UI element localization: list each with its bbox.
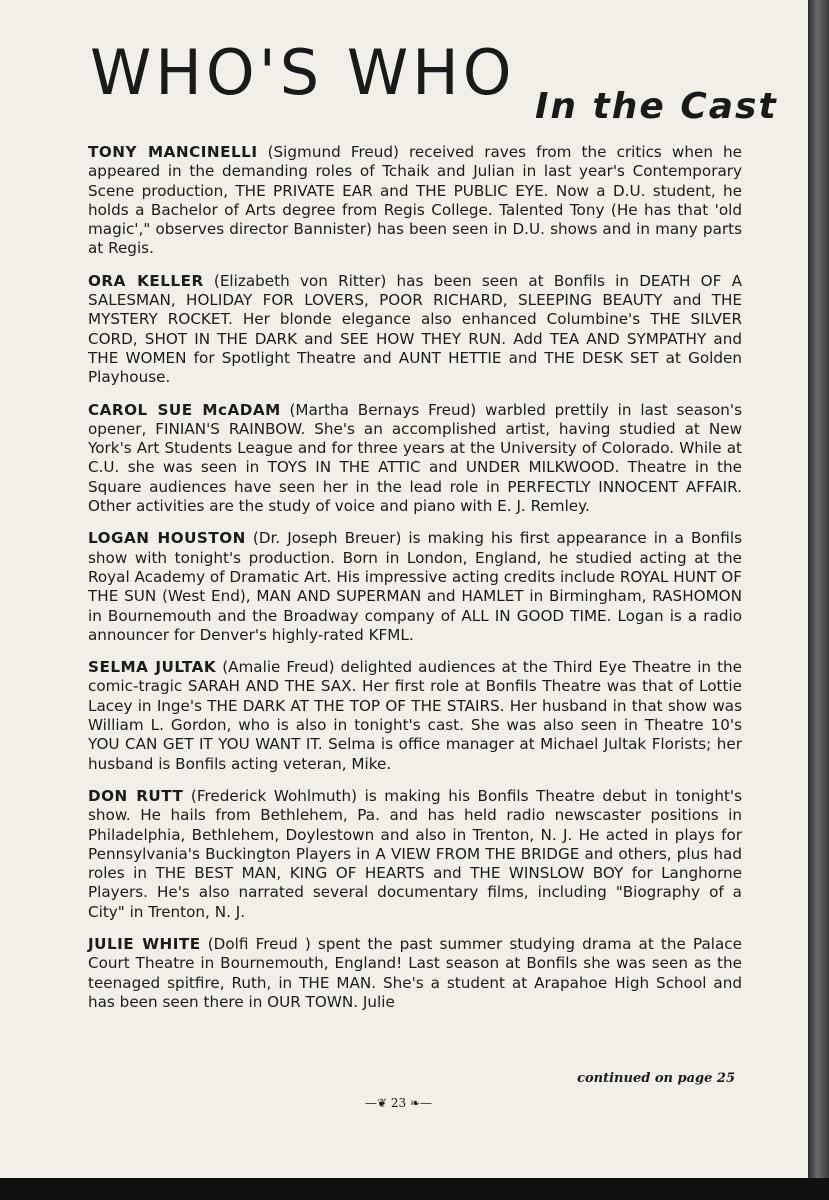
bio-carol-sue-mcadam: [88, 401, 742, 517]
bio-tony-mancinelli: [88, 143, 742, 259]
page-number: 23: [390, 1096, 407, 1110]
cast-name: DON RUTT: [88, 786, 184, 805]
bio-selma-jultak: [88, 658, 742, 774]
page-subtitle: In the Cast: [535, 86, 778, 127]
page-number-footer: [365, 1096, 432, 1110]
bio-julie-white: [88, 935, 742, 1012]
cast-name: TONY MANCINELLI: [88, 143, 258, 161]
cast-name: JULIE WHITE: [88, 934, 201, 953]
continued-note: continued on page 25: [577, 1071, 735, 1086]
bio-ora-keller: [88, 272, 742, 388]
bio-logan-houston: [88, 529, 742, 645]
cast-name: CAROL SUE McADAM: [88, 400, 281, 419]
bio-text: (Elizabeth von Ritter) has been seen at Bonfils in DEATH OF A SALESMAN, HOLIDAY FOR LOVERS, POOR RICHARD, SLEEPING BEAUTY and THE MYSTERY ROCKET. Her blonde elegance also enhanced Columbine's THE SILVER CORD, SHOT IN THE DARK and SEE HOW THEY RUN. Add TEA AND SYMPATHY and THE WOMEN for Spotlight Theatre and AUNT HETTIE and THE DESK SET at Golden Playhouse.: [88, 271, 742, 387]
bio-text: (Dr. Joseph Breuer) is making his first appearance in a Bonfils show with tonight's production. Born in London, England, he studied acting at the Royal Academy of Dramatic Art. His impressive acting credits include ROYAL HUNT OF THE SUN (West End), MAN AND SUPERMAN and HAMLET in Birmingham, RASHOMON in Bournemouth and the Broadway company of ALL IN GOOD TIME. Logan is a radio announcer for Denver's highly-rated KFML.: [88, 529, 742, 644]
cast-name: LOGAN HOUSTON: [88, 529, 246, 548]
bio-don-rutt: [88, 787, 742, 922]
cast-name: SELMA JULTAK: [88, 658, 217, 677]
cast-bios: [88, 143, 742, 1025]
bio-text: (Sigmund Freud) received raves from the critics when he appeared in the demanding roles of Tchaik and Julian in last year's Contemporary Scene production, THE PRIVATE EAR and THE PUBLIC EYE. Now a D.U. student, he holds a Bachelor of Arts degree from Regis College. Talented Tony (He has that 'old magic'," observes director Bannister) has been seen in D.U. shows and in many parts at Regis.: [88, 143, 743, 258]
bio-text: (Dolfi Freud ) spent the past summer studying drama at the Palace Court Theatre in Bournemouth, England! Last season at Bonfils she was seen as the teenaged spitfire, Ruth, in THE MAN. She's a student at Arapahoe High School and has been seen there in OUR TOWN. Julie: [88, 934, 742, 1011]
bio-text: (Martha Bernays Freud) warbled prettily in last season's opener, FINIAN'S RAINBOW. She's an accomplished artist, having studied at New York's Art Students League and for three years at the University of Colorado. While at C.U. she was seen in TOYS IN THE ATTIC and UNDER MILKWOOD. Theatre in the Square audiences have seen her in the lead role in PERFECTLY INNOCENT AFFAIR. Other activities are the study of voice and piano with E. J. Remley.: [88, 400, 742, 516]
bio-text: (Amalie Freud) delighted audiences at the Third Eye Theatre in the comic-tragic SARAH AND THE SAX. Her first role at Bonfils Theatre was that of Lottie Lacey in Inge's THE DARK AT THE TOP OF THE STAIRS. Her husband in that show was William L. Gordon, who is also in tonight's cast. She was also seen in Theatre 10's YOU CAN GET IT YOU WANT IT. Selma is office manager at Michael Jultak Florists; her husband is Bonfils acting veteran, Mike.: [88, 658, 742, 773]
ornament-right-icon: ❧—: [410, 1096, 433, 1110]
bio-text: (Frederick Wohlmuth) is making his Bonfils Theatre debut in tonight's show. He hails from Bethlehem, Pa. and has held radio newscaster positions in Philadelphia, Bethlehem, Doylestown and also in Trenton, N. J. He acted in plays for Pennsylvania's Buckington Players in A VIEW FROM THE BRIDGE and others, plus had roles in THE BEST MAN, KING OF HEARTS and THE WINSLOW BOY for Langhorne Players. He's also narrated several documentary films, including "Biography of a City" in Trenton, N. J.: [88, 786, 742, 921]
page-title: WHO'S WHO: [90, 36, 516, 109]
book-spine-edge: [808, 0, 829, 1178]
cast-name: ORA KELLER: [88, 271, 204, 290]
ornament-left-icon: —❦: [365, 1096, 388, 1110]
scan-bottom-edge: [0, 1178, 829, 1200]
